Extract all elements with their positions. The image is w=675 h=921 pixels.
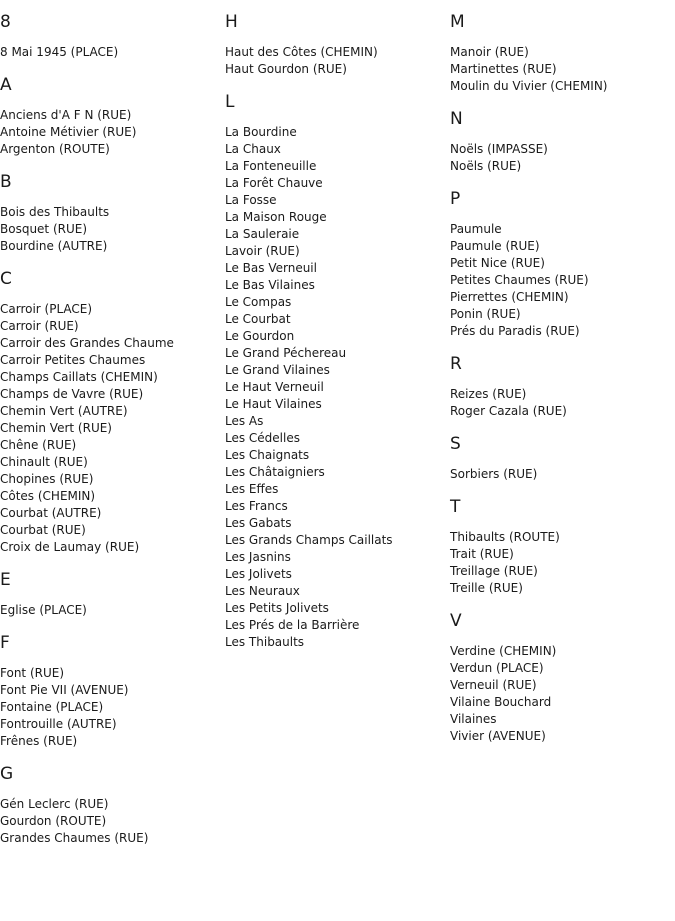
street-entry-link[interactable]: Font (RUE) [0,666,65,680]
street-entry-link[interactable]: Croix de Laumay (RUE) [0,540,140,554]
street-entry-link[interactable]: La Maison Rouge [225,210,327,224]
section-letter-heading: M [450,12,465,32]
street-entry-link[interactable]: 8 Mai 1945 (PLACE) [0,45,119,59]
street-entry-link[interactable]: Prés du Paradis (RUE) [450,324,580,338]
section-letter-heading: 8 [0,12,11,32]
street-entry-link[interactable]: Manoir (RUE) [450,45,529,59]
street-index-column [450,12,675,759]
street-entry-link[interactable]: Haut Gourdon (RUE) [225,62,347,76]
street-list [0,665,220,750]
street-entry-link[interactable]: Carroir Petites Chaumes [0,353,146,367]
street-entry-link[interactable]: Courbat (RUE) [0,523,86,537]
letter-section [0,75,220,158]
section-letter-heading: E [0,570,11,590]
street-entry-link[interactable]: Bois des Thibaults [0,205,110,219]
street-entry-link[interactable]: Roger Cazala (RUE) [450,404,567,418]
street-entry-link[interactable]: Le Bas Vilaines [225,278,315,292]
street-entry-link[interactable]: Les Neuraux [225,584,300,598]
street-entry-link[interactable]: Les As [225,414,264,428]
street-entry-link[interactable]: Les Gabats [225,516,292,530]
street-entry-link[interactable]: La Forêt Chauve [225,176,323,190]
street-entry-link[interactable]: Courbat (AUTRE) [0,506,102,520]
section-letter-heading: L [225,92,235,112]
street-entry-link[interactable]: Ponin (RUE) [450,307,521,321]
street-list [0,204,220,255]
letter-section [225,92,445,651]
street-entry-link[interactable]: La Sauleraie [225,227,300,241]
street-entry-link[interactable]: Les Chaignats [225,448,310,462]
street-entry-link[interactable]: Carroir des Grandes Chaume [0,336,174,350]
street-entry-link[interactable]: Haut des Côtes (CHEMIN) [225,45,378,59]
street-entry-link[interactable]: Chemin Vert (AUTRE) [0,404,128,418]
street-entry-link[interactable]: Le Gourdon [225,329,295,343]
street-entry-link[interactable]: Vilaines [450,712,497,726]
section-letter-heading: P [450,189,461,209]
street-list [0,796,220,847]
street-entry-link[interactable]: Frênes (RUE) [0,734,78,748]
street-entry-link[interactable]: Sorbiers (RUE) [450,467,538,481]
letter-section [225,12,445,78]
letter-section [0,269,220,556]
section-letter-heading: C [0,269,12,289]
street-entry-link[interactable]: Trait (RUE) [450,547,514,561]
section-letter-heading: N [450,109,463,129]
street-entry-link[interactable]: La Chaux [225,142,281,156]
street-entry-link[interactable]: Les Grands Champs Caillats [225,533,393,547]
section-letter-heading: S [450,434,461,454]
street-entry-link[interactable]: Petites Chaumes (RUE) [450,273,589,287]
street-list [0,107,220,158]
street-list [450,44,675,95]
section-letter-heading: F [0,633,10,653]
letter-section [0,764,220,847]
street-entry-link[interactable]: Le Bas Verneuil [225,261,317,275]
street-entry-link[interactable]: Verdine (CHEMIN) [450,644,557,658]
street-entry-link[interactable]: Verdun (PLACE) [450,661,544,675]
street-entry-link[interactable]: Les Thibaults [225,635,305,649]
letter-section [450,497,675,597]
letter-section [450,109,675,175]
street-entry-link[interactable]: Les Châtaigniers [225,465,325,479]
section-letter-heading: T [450,497,461,517]
street-entry-link[interactable]: Gén Leclerc (RUE) [0,797,109,811]
street-entry-link[interactable]: Le Compas [225,295,292,309]
street-list [450,141,675,175]
street-list [0,44,220,61]
street-entry-link[interactable]: Treillage (RUE) [450,564,538,578]
letter-section [450,434,675,483]
street-index-column [225,12,445,665]
street-entry-link[interactable]: Eglise (PLACE) [0,603,87,617]
street-entry-link[interactable]: Vilaine Bouchard [450,695,552,709]
street-entry-link[interactable]: Noëls (IMPASSE) [450,142,548,156]
letter-section [0,12,220,61]
street-entry-link[interactable]: Anciens d'A F N (RUE) [0,108,132,122]
street-entry-link[interactable]: Chopines (RUE) [0,472,94,486]
street-entry-link[interactable]: Bosquet (RUE) [0,222,88,236]
street-entry-link[interactable]: Paumule (RUE) [450,239,540,253]
street-entry-link[interactable]: Champs de Vavre (RUE) [0,387,144,401]
street-list [450,221,675,340]
street-entry-link[interactable]: Petit Nice (RUE) [450,256,545,270]
street-entry-link[interactable]: Lavoir (RUE) [225,244,300,258]
street-entry-link[interactable]: Font Pie VII (AVENUE) [0,683,129,697]
street-entry-link[interactable]: Gourdon (ROUTE) [0,814,107,828]
street-entry-link[interactable]: Paumule [450,222,502,236]
street-entry-link[interactable]: La Fosse [225,193,277,207]
street-entry-link[interactable]: Pierrettes (CHEMIN) [450,290,569,304]
street-entry-link[interactable]: Grandes Chaumes (RUE) [0,831,149,845]
letter-section [0,570,220,619]
street-entry-link[interactable]: Thibaults (ROUTE) [450,530,560,544]
street-entry-link[interactable]: Noëls (RUE) [450,159,522,173]
street-entry-link[interactable]: Fontaine (PLACE) [0,700,104,714]
street-entry-link[interactable]: Argenton (ROUTE) [0,142,110,156]
street-entry-link[interactable]: Champs Caillats (CHEMIN) [0,370,158,384]
street-list [450,529,675,597]
street-entry-link[interactable]: Les Jolivets [225,567,292,581]
street-entry-link[interactable]: Le Haut Verneuil [225,380,324,394]
street-entry-link[interactable]: Fontrouille (AUTRE) [0,717,117,731]
street-list [225,124,445,651]
street-entry-link[interactable]: Reizes (RUE) [450,387,527,401]
street-entry-link[interactable]: Carroir (PLACE) [0,302,93,316]
street-list [450,386,675,420]
street-entry-link[interactable]: Chemin Vert (RUE) [0,421,112,435]
section-letter-heading: B [0,172,12,192]
street-entry-link[interactable]: Côtes (CHEMIN) [0,489,96,503]
street-entry-link[interactable]: Carroir (RUE) [0,319,79,333]
street-entry-link[interactable]: Verneuil (RUE) [450,678,537,692]
street-list [0,301,220,556]
street-entry-link[interactable]: Le Grand Vilaines [225,363,330,377]
street-entry-link[interactable]: Les Cédelles [225,431,300,445]
street-entry-link[interactable]: Les Effes [225,482,279,496]
street-index-column [0,12,220,861]
street-entry-link[interactable]: Treille (RUE) [450,581,523,595]
street-entry-link[interactable]: Martinettes (RUE) [450,62,557,76]
street-entry-link[interactable]: Moulin du Vivier (CHEMIN) [450,79,608,93]
street-entry-link[interactable]: La Bourdine [225,125,297,139]
section-letter-heading: H [225,12,238,32]
street-list [225,44,445,78]
letter-section [450,189,675,340]
letter-section [450,611,675,745]
street-list [0,602,220,619]
street-list [450,466,675,483]
street-entry-link[interactable]: La Fonteneuille [225,159,317,173]
section-letter-heading: G [0,764,14,784]
street-entry-link[interactable]: Le Grand Péchereau [225,346,347,360]
letter-section [450,354,675,420]
street-entry-link[interactable]: Antoine Métivier (RUE) [0,125,137,139]
street-entry-link[interactable]: Les Francs [225,499,288,513]
section-letter-heading: R [450,354,462,374]
street-entry-link[interactable]: Les Jasnins [225,550,291,564]
section-letter-heading: A [0,75,12,95]
letter-section [0,633,220,750]
section-letter-heading: V [450,611,462,631]
street-entry-link[interactable]: Les Petits Jolivets [225,601,329,615]
street-list [450,643,675,745]
street-entry-link[interactable]: Chêne (RUE) [0,438,77,452]
street-entry-link[interactable]: Chinault (RUE) [0,455,88,469]
street-entry-link[interactable]: Le Courbat [225,312,291,326]
street-entry-link[interactable]: Bourdine (AUTRE) [0,239,108,253]
letter-section [450,12,675,95]
street-entry-link[interactable]: Vivier (AVENUE) [450,729,546,743]
street-entry-link[interactable]: Les Prés de la Barrière [225,618,360,632]
street-entry-link[interactable]: Le Haut Vilaines [225,397,322,411]
letter-section [0,172,220,255]
